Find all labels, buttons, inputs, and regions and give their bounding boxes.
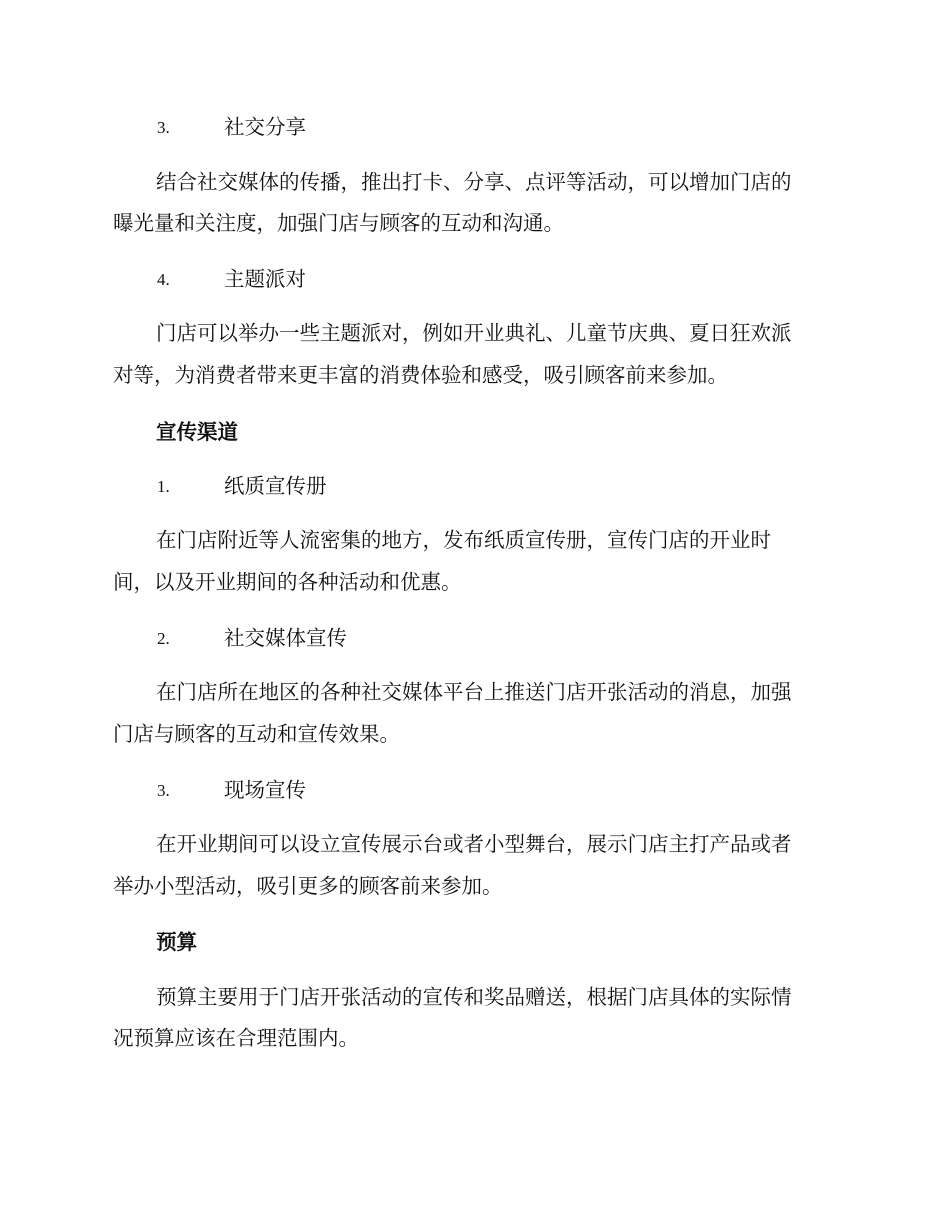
paragraph-line: 举办小型活动，吸引更多的顾客前来参加。 <box>113 874 503 898</box>
list-number: 2. <box>157 629 170 648</box>
list-item-title: 社交媒体宣传 <box>224 626 347 650</box>
list-number: 3. <box>157 118 170 137</box>
list-number: 3. <box>157 781 170 800</box>
paragraph-line: 曝光量和关注度，加强门店与顾客的互动和沟通。 <box>113 211 564 235</box>
paragraph-line: 结合社交媒体的传播，推出打卡、分享、点评等活动，可以增加门店的 <box>156 170 792 194</box>
paragraph-line: 预算主要用于门店开张活动的宣传和奖品赠送，根据门店具体的实际情 <box>156 985 792 1009</box>
paragraph-line: 门店与顾客的互动和宣传效果。 <box>113 722 400 746</box>
paragraph-line: 在开业期间可以设立宣传展示台或者小型舞台，展示门店主打产品或者 <box>156 832 792 856</box>
list-item-title: 社交分享 <box>224 115 306 139</box>
list-number: 1. <box>157 477 170 496</box>
list-item-title: 主题派对 <box>224 267 306 291</box>
paragraph-line: 在门店所在地区的各种社交媒体平台上推送门店开张活动的消息，加强 <box>156 680 792 704</box>
section-heading: 宣传渠道 <box>156 420 238 444</box>
paragraph-line: 况预算应该在合理范围内。 <box>113 1026 359 1050</box>
paragraph-line: 间，以及开业期间的各种活动和优惠。 <box>113 570 462 594</box>
paragraph-line: 在门店附近等人流密集的地方，发布纸质宣传册，宣传门店的开业时 <box>156 528 771 552</box>
paragraph-line: 对等，为消费者带来更丰富的消费体验和感受，吸引顾客前来参加。 <box>113 363 728 387</box>
list-number: 4. <box>157 270 170 289</box>
paragraph-line: 门店可以举办一些主题派对，例如开业典礼、儿童节庆典、夏日狂欢派 <box>156 321 792 345</box>
section-heading: 预算 <box>156 930 197 954</box>
list-item-title: 现场宣传 <box>224 778 306 802</box>
list-item-title: 纸质宣传册 <box>224 474 327 498</box>
